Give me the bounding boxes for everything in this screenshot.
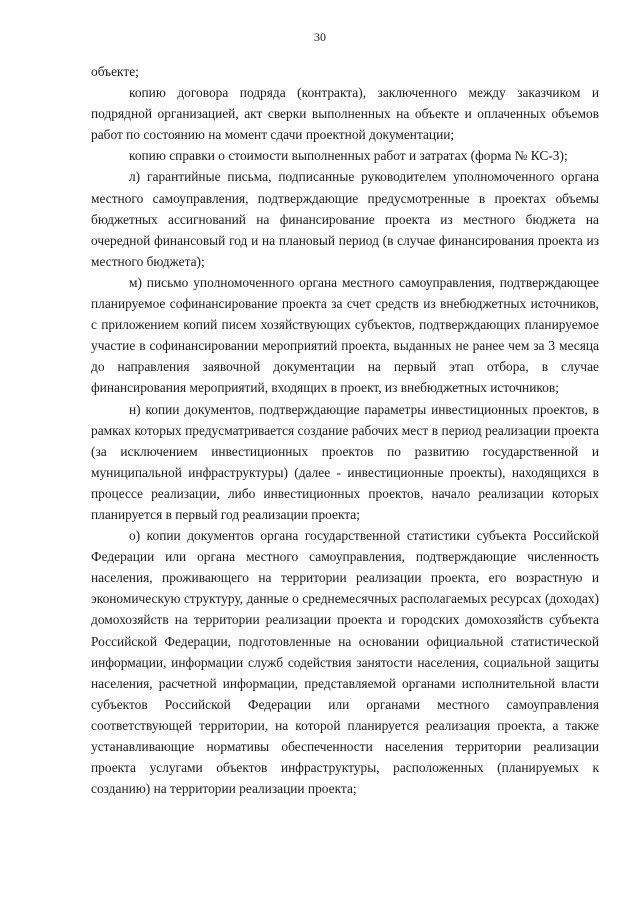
document-body [91, 61, 599, 799]
paragraph-item-o: о) копии документов органа государственной статистики субъекта Российской Федерации или органа местного самоуправления, подтверждающие численность населения, проживающего на территории реализации проекта, его возрастную и экономическую структуру, данные о среднемесячных располагаемых ресурсах (доходах) домохозяйств на территории реализации проекта и городских домохозяйств субъекта Российской Федерации, подготовленные на основании официальной статистической информации, информации служб содействия занятости населения, социальной защиты населения, расчетной информации, представляемой органами исполнительной власти субъектов Российской Федерации или органами местного самоуправления соответствующей территории, на которой планируется реализация проекта, а также устанавливающие нормативы обеспеченности населения территории реализации проекта услугами объектов инфраструктуры, расположенных (планируемых к созданию) на территории реализации проекта; [91, 528, 599, 797]
page-number: 30 [314, 30, 326, 44]
paragraph-item-m: м) письмо уполномоченного органа местного самоуправления, подтверждающее планируемое софинансирование проекта за счет средств из внебюджетных источников, с приложением копий писем хозяйствующих субъектов, подтверждающих планируемое участие в софинансировании мероприятий проекта, выданных не ранее чем за 3 месяца до направления заявочной документации на первый этап отбора, в случае финансирования мероприятий, входящих в проект, из внебюджетных источников; [91, 274, 599, 396]
paragraph-ks3-certificate: копию справки о стоимости выполненных работ и затратах (форма № КС-3); [129, 148, 568, 164]
paragraph-continuation: объекте; [91, 64, 139, 79]
paragraph-contract-copy: копию договора подряда (контракта), заключенного между заказчиком и подрядной организацией, акт сверки выполненных на объекте и оплаченных объемов работ по состоянию на момент сдачи проектной документации; [91, 85, 599, 143]
paragraph-item-n: н) копии документов, подтверждающие параметры инвестиционных проектов, в рамках которых предусматривается создание рабочих мест в период реализации проекта (за исключением инвестиционных проектов по развитию государственной и муниципальной инфраструктуры) (далее - инвестиционные проекты), находящихся в процессе реализации, либо инвестиционных проектов, начало реализации которых планируется в первый год реализации проекта; [91, 401, 599, 522]
paragraph-item-l: л) гарантийные письма, подписанные руководителем уполномоченного органа местного самоуправления, подтверждающие предусмотренные в проектах объемы бюджетных ассигнований на финансирование проекта из местного бюджета на очередной финансовый год и на плановый период (в случае финансирования проекта из местного бюджета); [91, 169, 599, 269]
